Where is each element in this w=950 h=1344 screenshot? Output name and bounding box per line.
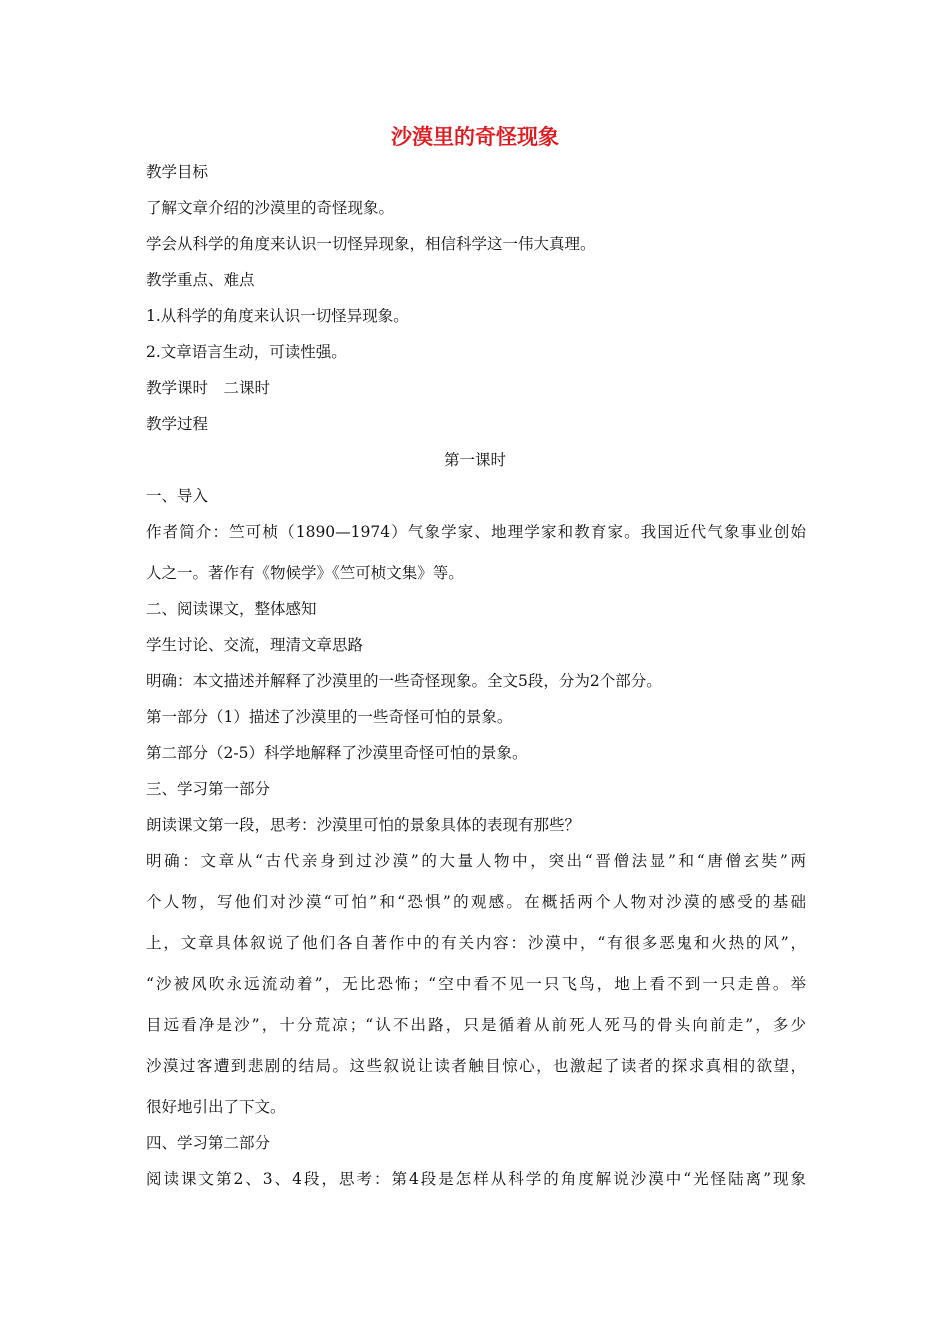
- step-3-heading: 三、学习第一部分: [146, 780, 271, 798]
- answer-line-2: 个人物，写他们对沙漠“可怕”和“恐惧”的观感。在概括两个人物对沙漠的感受的基础: [146, 893, 806, 911]
- goal-line-1: 了解文章介绍的沙漠里的奇怪现象。: [146, 199, 395, 217]
- answer-line-1: 明确：文章从“古代亲身到过沙漠”的大量人物中，突出“晋僧法显”和“唐僧玄奘”两: [146, 852, 806, 870]
- goal-line-2: 学会从科学的角度来认识一切怪异现象，相信科学这一伟大真理。: [146, 235, 596, 253]
- heading-process: 教学过程: [146, 415, 209, 433]
- step-1-heading: 一、导入: [146, 487, 209, 505]
- heading-teaching-goals: 教学目标: [146, 163, 209, 181]
- document-title: 沙漠里的奇怪现象: [391, 125, 559, 149]
- answer-line-6: 沙漠过客遭到悲剧的结局。这些叙说让读者触目惊心，也激起了读者的探求真相的欲望，: [146, 1057, 806, 1075]
- part-2-line: 第二部分（2-5）科学地解释了沙漠里奇怪可怕的景象。: [146, 744, 528, 762]
- class-hours: 教学课时 二课时: [146, 379, 271, 397]
- answer-line-3: 上，文章具体叙说了他们各自著作中的有关内容：沙漠中，“有很多恶鬼和火热的风”，: [146, 934, 806, 952]
- key-point-1: 1.从科学的角度来认识一切怪异现象。: [146, 307, 409, 325]
- answer-line-5: 目远看净是沙”，十分荒凉；“认不出路，只是循着从前死人死马的骨头向前走”，多少: [146, 1016, 806, 1034]
- author-intro-line-1: 作者简介：竺可桢（1890—1974）气象学家、地理学家和教育家。我国近代气象事业创始: [146, 523, 806, 541]
- question-line-2: 阅读课文第2、3、4段，思考：第4段是怎样从科学的角度解说沙漠中“光怪陆离”现象: [146, 1170, 806, 1188]
- part-1-line: 第一部分（1）描述了沙漠里的一些奇怪可怕的景象。: [146, 708, 513, 726]
- discussion-line: 学生讨论、交流，理清文章思路: [146, 636, 364, 654]
- step-2-heading: 二、阅读课文，整体感知: [146, 600, 317, 618]
- step-4-heading: 四、学习第二部分: [146, 1134, 271, 1152]
- answer-line-4: “沙被风吹永远流动着”，无比恐怖；“空中看不见一只飞鸟，地上看不到一只走兽。举: [146, 975, 806, 993]
- answer-line-7: 很好地引出了下文。: [146, 1098, 286, 1116]
- question-line-1: 朗读课文第一段，思考：沙漠里可怕的景象具体的表现有那些？: [146, 816, 581, 834]
- author-intro-line-2: 人之一。著作有《物候学》《竺可桢文集》等。: [146, 564, 464, 582]
- section-first-lesson: 第一课时: [443, 451, 506, 469]
- clarify-line: 明确：本文描述并解释了沙漠里的一些奇怪现象。全文5段，分为2个部分。: [146, 672, 662, 690]
- key-point-2: 2.文章语言生动，可读性强。: [146, 343, 347, 361]
- heading-key-points: 教学重点、难点: [146, 271, 255, 289]
